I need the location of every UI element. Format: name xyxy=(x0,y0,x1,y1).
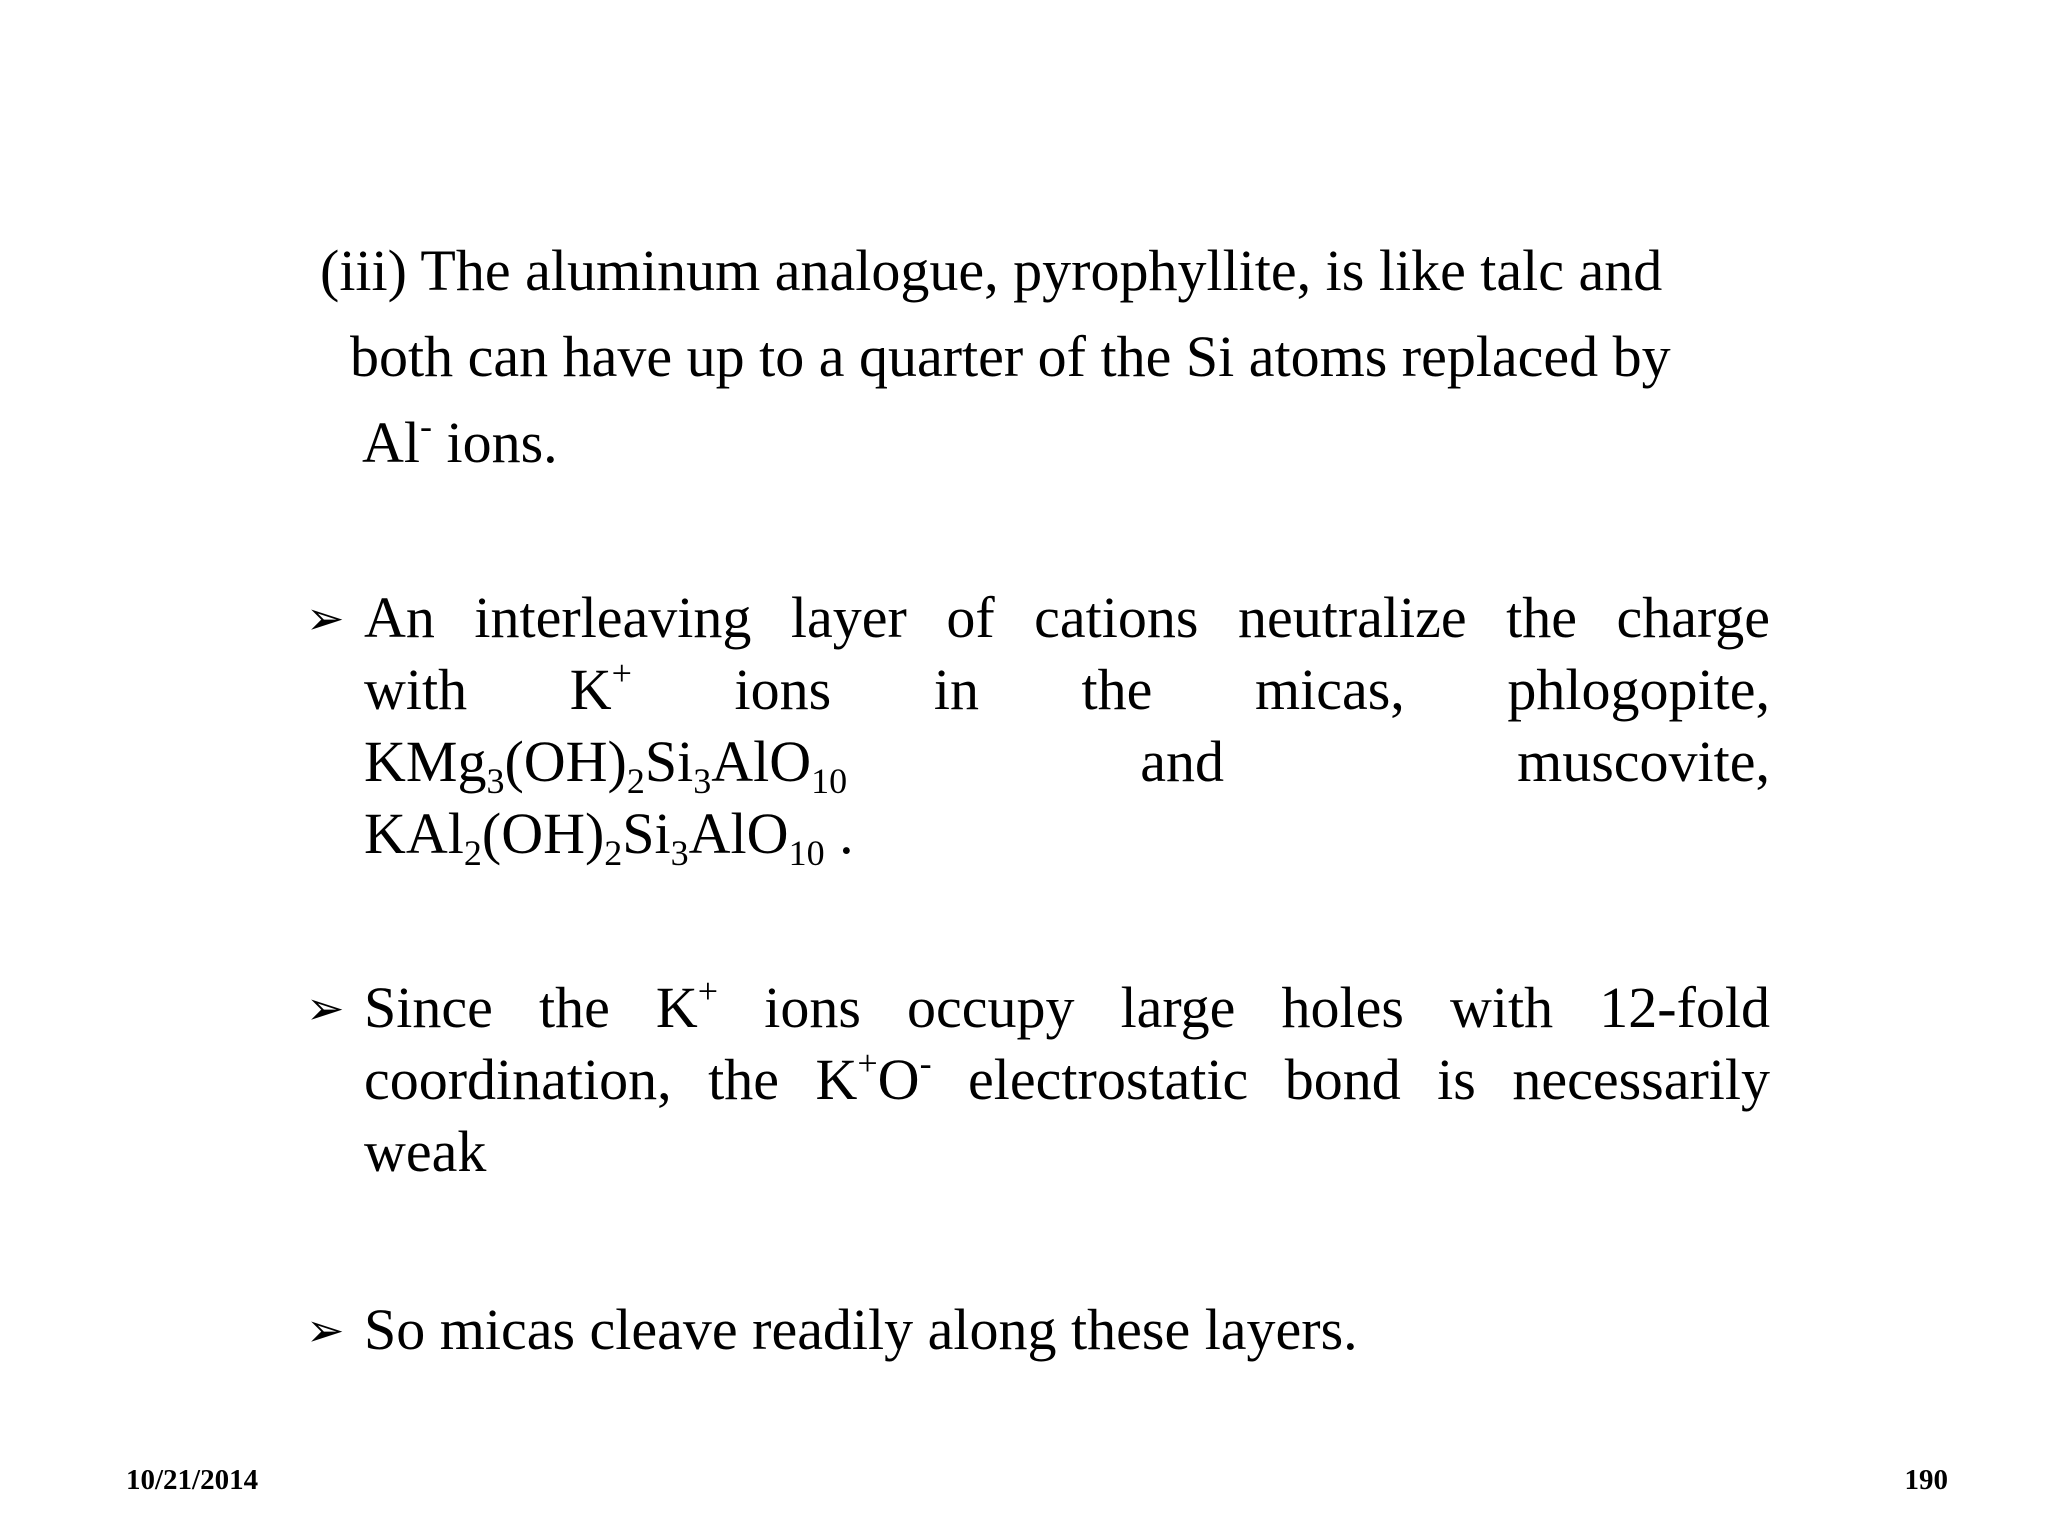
text-run: ions in the micas, phlogopite, xyxy=(631,657,1770,722)
arrow-bullet-icon: ➢ xyxy=(306,591,345,645)
formula-sub: 2 xyxy=(604,833,623,873)
formula-part: AlO xyxy=(711,729,812,794)
formula-sub: 3 xyxy=(670,833,689,873)
formula-part: (OH) xyxy=(481,801,605,866)
text-run: O xyxy=(877,1047,920,1112)
bullet-1-line-4 xyxy=(364,798,1770,873)
intro-al-text: Al xyxy=(362,410,420,475)
bullet-3-line-1: So micas cleave readily along these layers. xyxy=(364,1297,1358,1362)
formula-sub: 10 xyxy=(811,761,848,801)
intro-line-3 xyxy=(320,400,1740,486)
formula-sub: 3 xyxy=(486,761,505,801)
bullet-3-text xyxy=(364,1294,1770,1366)
bullet-interleaving-layer xyxy=(306,582,1770,873)
bullet-2-line-1 xyxy=(364,972,1770,1044)
charge-sup: - xyxy=(919,1043,932,1083)
intro-paragraph xyxy=(320,228,1740,486)
bullet-1-line-1: An interleaving layer of cations neutralize the charge xyxy=(364,585,1770,650)
text-run: with K xyxy=(364,657,612,722)
text-run: electrostatic bond is necessarily xyxy=(931,1047,1770,1112)
formula-part: Si xyxy=(622,801,671,866)
formula-part: KAl xyxy=(364,801,464,866)
bullet-1-line-3 xyxy=(364,726,1770,801)
bullet-1-text xyxy=(364,582,1770,873)
charge-sup: + xyxy=(697,971,719,1011)
charge-sup: + xyxy=(857,1043,878,1083)
intro-al-charge: - xyxy=(420,406,432,446)
arrow-bullet-icon: ➢ xyxy=(306,1303,345,1357)
intro-line-1: (iii) The aluminum analogue, pyrophyllite, is like talc and xyxy=(320,238,1663,303)
formula-sub: 3 xyxy=(693,761,712,801)
text-run: Since the K xyxy=(364,975,698,1040)
intro-ions-text: ions. xyxy=(432,410,558,475)
formula-sub: 2 xyxy=(626,761,645,801)
bullet-2-line-2 xyxy=(364,1044,1770,1116)
text-run: . xyxy=(824,801,854,866)
formula-part: Si xyxy=(644,729,694,794)
footer-date: 10/21/2014 xyxy=(126,1464,259,1496)
intro-line-2: both can have up to a quarter of the Si atoms replaced by xyxy=(350,324,1671,389)
bullet-1-line-2 xyxy=(364,654,1770,726)
formula-part: KMg xyxy=(364,729,487,794)
arrow-bullet-icon: ➢ xyxy=(306,981,345,1035)
bullet-k-ions-holes xyxy=(306,972,1770,1188)
charge-sup: + xyxy=(611,653,632,693)
bullet-2-text xyxy=(364,972,1770,1188)
bullet-2-line-3: weak xyxy=(364,1119,487,1184)
text-run: ions occupy large holes with 12-fold xyxy=(718,975,1770,1040)
muscovite-formula xyxy=(364,801,825,873)
formula-part: (OH) xyxy=(504,729,627,794)
text-run: coordination, the K xyxy=(364,1047,858,1112)
formula-sub: 2 xyxy=(463,833,482,873)
page-number: 190 xyxy=(1904,1464,1948,1496)
text-run: and muscovite, xyxy=(847,729,1770,794)
phlogopite-formula xyxy=(364,729,848,801)
formula-sub: 10 xyxy=(788,833,825,873)
bullet-micas-cleave xyxy=(306,1294,1770,1366)
formula-part: AlO xyxy=(688,801,789,866)
